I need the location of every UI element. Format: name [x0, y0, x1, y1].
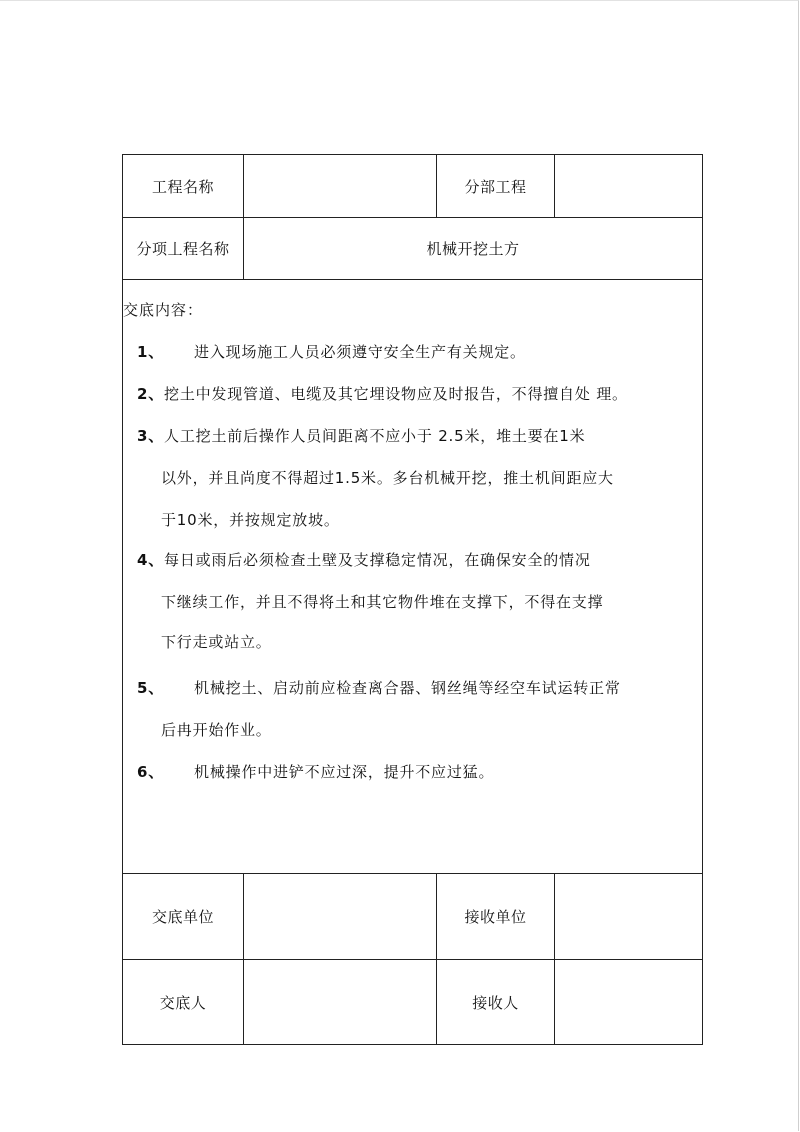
content-item-4-line-2: 下继续工作，并且不得将土和其它物件堆在支撑下，不得在支撑	[161, 593, 604, 611]
receiving-unit-label: 接收单位	[464, 908, 527, 926]
content-item-3	[137, 425, 585, 446]
content-item-5-line-2: 后冉开始作业。	[161, 721, 272, 739]
content-item-6	[137, 761, 494, 782]
item-text: 进入现场施工人员必须遵守安全生产有关规定。	[194, 343, 526, 361]
content-item-4	[137, 549, 591, 570]
item-text: 每日或雨后必须检查土壁及支撑稳定情况，在确保安全的情况	[164, 551, 591, 569]
safety-disclosure-form	[122, 154, 703, 1045]
sub-project-label: 分部工程	[464, 177, 527, 196]
content-title: 交底内容：	[123, 301, 204, 319]
item-number: 6、	[137, 763, 165, 781]
content-item-3-line-3: 于10米，并按规定放坡。	[161, 511, 340, 529]
item-text: 人工挖土前后操作人员间距离不应小于 2.5米，堆土要在1米	[164, 427, 586, 445]
content-item-1	[137, 341, 526, 362]
item-text: 机械挖土、启动前应检查离合器、钢丝绳等经空车试运转正常	[194, 679, 621, 697]
content-item-4-line-3: 下行走或站立。	[161, 633, 272, 651]
item-text: 挖土中发现管道、电缆及其它埋设物应及时报告，不得擅自处 理。	[164, 385, 628, 403]
content-item-3-line-2: 以外，并且尚度不得超过1.5米。多台机械开挖，推土机间距应大	[161, 469, 614, 487]
content-item-5	[137, 677, 621, 698]
discloser-field[interactable]	[244, 960, 436, 1044]
item-number: 2、	[137, 385, 165, 403]
receiver-field[interactable]	[555, 960, 702, 1044]
item-number: 3、	[137, 427, 165, 445]
row-divider-2	[123, 279, 702, 280]
project-name-field[interactable]	[244, 155, 436, 217]
item-project-value: 机械开挖土方	[426, 240, 520, 258]
item-number: 5、	[137, 679, 165, 697]
receiver-label: 接收人	[472, 993, 519, 1012]
item-text: 机械操作中进铲不应过深，提升不应过猛。	[194, 763, 495, 781]
discloser-label: 交底人	[159, 993, 207, 1012]
receiving-unit-field[interactable]	[555, 874, 702, 959]
item-number: 1、	[137, 343, 165, 361]
disclosure-unit-field[interactable]	[244, 874, 436, 959]
sub-project-field[interactable]	[555, 155, 702, 217]
content-item-2	[137, 383, 628, 404]
project-name-label: 工程名称	[151, 177, 214, 196]
item-project-label: 分项丄程名称	[136, 240, 230, 258]
disclosure-unit-label: 交底单位	[151, 908, 214, 926]
item-number: 4、	[137, 551, 165, 569]
